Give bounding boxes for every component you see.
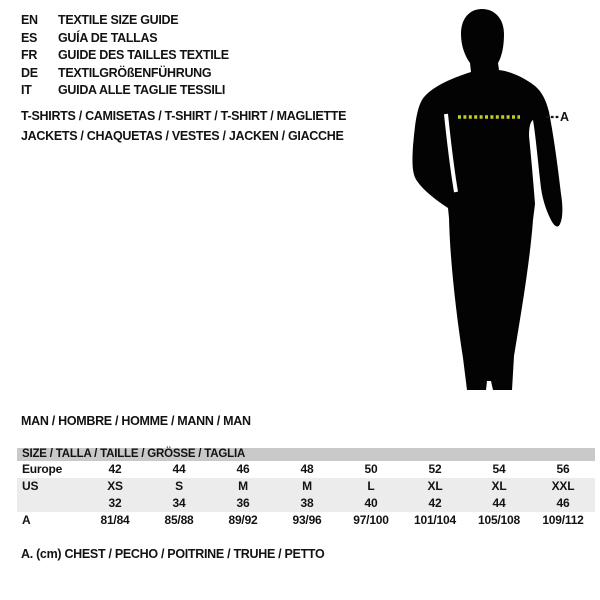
language-row-de xyxy=(21,65,229,83)
footnote-chest: A. (cm) CHEST / PECHO / POITRINE / TRUHE / PETTO xyxy=(21,547,325,561)
size-cell: 42 xyxy=(428,496,442,510)
size-cell: L xyxy=(367,479,375,493)
language-label: GUIDA ALLE TAGLIE TESSILI xyxy=(58,83,226,98)
size-cell: 38 xyxy=(300,496,314,510)
man-silhouette xyxy=(412,9,562,390)
size-cell: 52 xyxy=(428,462,442,476)
size-cell: 81/84 xyxy=(100,513,130,527)
size-cell: 56 xyxy=(556,462,570,476)
row-label: US xyxy=(22,479,39,493)
language-row-fr xyxy=(21,47,229,65)
size-cell: 34 xyxy=(172,496,186,510)
size-cell: 36 xyxy=(236,496,250,510)
size-table-header: SIZE / TALLA / TAILLE / GRÖSSE / TAGLIA xyxy=(17,448,595,461)
size-cell: XL xyxy=(427,479,443,493)
size-cell: M xyxy=(302,479,312,493)
category-tshirts: T-SHIRTS / CAMISETAS / T-SHIRT / T-SHIRT / MAGLIETTE xyxy=(21,109,347,123)
size-cell: XS xyxy=(107,479,123,493)
table-row-chest-a xyxy=(17,512,595,529)
size-cell: 32 xyxy=(108,496,122,510)
size-cell: M xyxy=(238,479,248,493)
size-cell: XL xyxy=(491,479,507,493)
size-cell: 48 xyxy=(300,462,314,476)
language-label: GUÍA DE TALLAS xyxy=(58,30,158,45)
language-label: TEXTILE SIZE GUIDE xyxy=(58,13,179,27)
category-jackets: JACKETS / CHAQUETAS / VESTES / JACKEN / GIACCHE xyxy=(21,128,344,143)
row-label xyxy=(17,495,83,512)
size-cell: 44 xyxy=(492,496,506,510)
size-cell: 50 xyxy=(364,462,378,476)
language-list xyxy=(21,12,229,100)
language-code: ES xyxy=(21,30,38,45)
silhouette-figure xyxy=(402,8,578,392)
language-code: DE xyxy=(21,65,38,80)
category-list xyxy=(21,107,346,146)
table-row-uk xyxy=(17,495,595,512)
size-cell: 109/112 xyxy=(542,513,584,527)
size-cell: 97/100 xyxy=(353,513,389,527)
language-code: EN xyxy=(21,13,38,27)
size-cell: 93/96 xyxy=(292,513,322,527)
language-row-it xyxy=(21,82,229,100)
size-cell: XXL xyxy=(551,479,575,493)
row-label: Europe xyxy=(22,462,63,476)
language-code: IT xyxy=(21,83,32,98)
section-title-man: MAN / HOMBRE / HOMME / MANN / MAN xyxy=(21,414,251,428)
language-label: GUIDE DES TAILLES TEXTILE xyxy=(58,48,229,63)
measure-label-a: A xyxy=(560,110,570,124)
size-cell: 44 xyxy=(172,462,186,476)
size-cell: 46 xyxy=(236,462,250,476)
size-cell: 89/92 xyxy=(228,513,258,527)
size-cell: 54 xyxy=(492,462,506,476)
size-cell: 42 xyxy=(108,462,122,476)
table-row-europe xyxy=(17,461,595,478)
language-row-en xyxy=(21,12,229,30)
row-label: A xyxy=(22,513,31,527)
language-row-es xyxy=(21,30,229,48)
language-code: FR xyxy=(21,48,38,63)
size-cell: 101/104 xyxy=(414,513,456,527)
language-label: TEXTILGRÖßENFÜHRUNG xyxy=(58,65,212,80)
size-cell: S xyxy=(175,479,183,493)
size-cell: 105/108 xyxy=(478,513,520,527)
size-cell: 46 xyxy=(556,496,570,510)
man-silhouette-svg xyxy=(402,8,578,392)
size-cell: 40 xyxy=(364,496,378,510)
size-table xyxy=(17,448,595,529)
size-cell: 85/88 xyxy=(164,513,194,527)
table-row-us xyxy=(17,478,595,495)
